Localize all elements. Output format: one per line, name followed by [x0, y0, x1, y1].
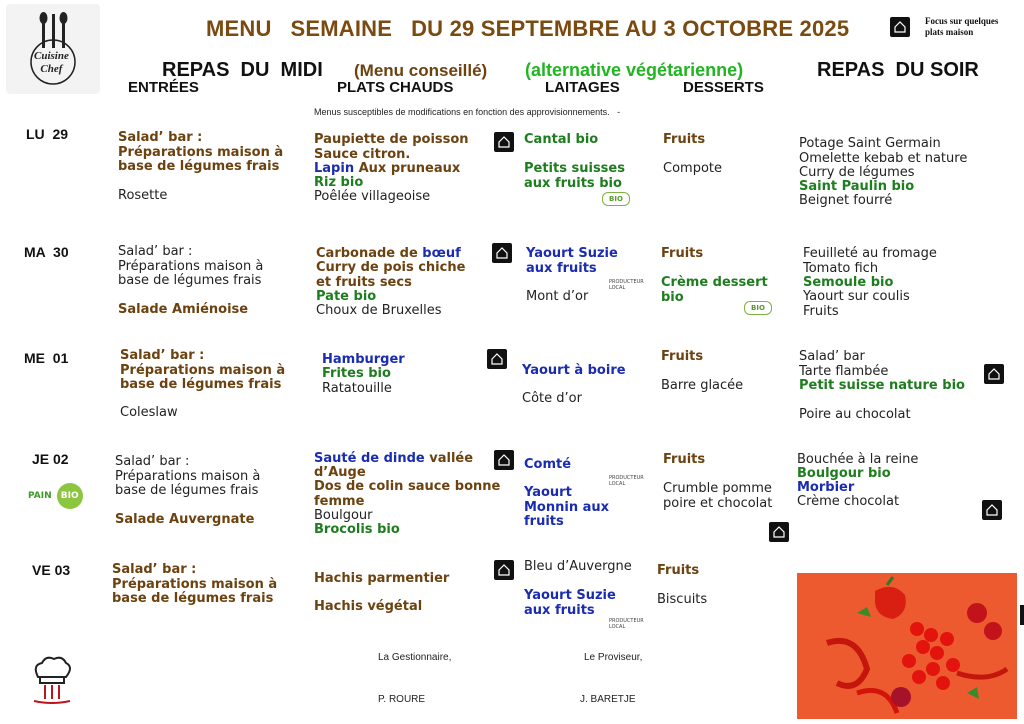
- je-soir-4: Crème chocolat: [797, 494, 900, 509]
- bio-badge: BIO: [602, 192, 630, 206]
- proviseur-name: J. BARETJE: [580, 694, 636, 705]
- fait-maison-icon: [982, 500, 1002, 520]
- lu-soir-3: Beignet fourré: [799, 193, 893, 208]
- ve-laitage-2: Yaourt Suzie aux fruits: [524, 588, 616, 618]
- lu-plat-2b: Aux pruneaux: [354, 161, 461, 176]
- je-plat-1c: d’Auge: [314, 465, 366, 480]
- col-entrees: ENTRÉES: [128, 79, 199, 96]
- je-entree-saladbar: Salad’ bar : Préparations maison à base de légumes frais: [115, 454, 261, 498]
- proviseur-title: Le Proviseur,: [584, 652, 643, 663]
- edge-mark: [1020, 605, 1024, 625]
- ma-soir-3: Yaourt sur coulis Fruits: [803, 289, 910, 319]
- fait-maison-icon: [494, 132, 514, 152]
- ma-soir-2: Semoule bio: [803, 275, 894, 290]
- je-plat-3: Boulgour: [314, 508, 373, 523]
- producteur-local-badge: PRODUCTEUR LOCAL: [609, 618, 644, 630]
- producteur-local-badge: PRODUCTEUR LOCAL: [609, 279, 644, 291]
- ve-plat-2: Hachis végétal: [314, 599, 423, 614]
- je-dessert-2: Crumble pomme poire et chocolat: [663, 481, 773, 511]
- lu-laitage-1: Cantal bio: [524, 132, 599, 147]
- chef-hat-icon: [30, 655, 74, 709]
- me-plat-3: Ratatouille: [322, 381, 392, 396]
- ve-plat-1: Hachis parmentier: [314, 571, 450, 586]
- ma-plat-2: Curry de pois chiche et fruits secs: [316, 260, 466, 290]
- je-soir-2: Boulgour bio: [797, 466, 891, 481]
- lu-dessert-1: Fruits: [663, 132, 706, 147]
- ma-dessert-1: Fruits: [661, 246, 704, 261]
- producteur-local-badge: PRODUCTEUR LOCAL: [609, 475, 644, 487]
- me-plat-2: Frites bio: [322, 366, 391, 381]
- ve-dessert-1: Fruits: [657, 563, 700, 578]
- ma-entree: Salade Amiénoise: [118, 302, 249, 317]
- focus-note: Focus sur quelques plats maison: [925, 16, 999, 37]
- fait-maison-icon: [492, 243, 512, 263]
- je-dessert-1: Fruits: [663, 452, 706, 467]
- je-plat-2: Dos de colin sauce bonne femme: [314, 479, 501, 509]
- fait-maison-icon: [890, 17, 910, 37]
- fait-maison-icon: [494, 560, 514, 580]
- je-plat-1a: Sauté de dinde: [314, 451, 425, 466]
- day-label-me: ME 01: [24, 350, 69, 366]
- fait-maison-icon: [487, 349, 507, 369]
- col-plats: PLATS CHAUDS: [337, 79, 454, 96]
- lu-soir-1: Potage Saint Germain Omelette kebab et nature Curry de légumes: [799, 136, 968, 180]
- je-soir-1: Bouchée à la reine: [797, 452, 919, 467]
- ma-plat-4: Choux de Bruxelles: [316, 303, 442, 318]
- lu-plat-1: Paupiette de poisson Sauce citron.: [314, 132, 469, 162]
- me-laitage-1: Yaourt à boire: [522, 363, 626, 378]
- menu-conseille: (Menu conseillé): [354, 61, 488, 80]
- je-laitage-1: Comté: [524, 457, 572, 472]
- lu-entree: Rosette: [118, 188, 168, 203]
- ma-soir-1: Feuilleté au fromage Tomato fich: [803, 246, 937, 276]
- ma-laitage-1: Yaourt Suzie aux fruits: [526, 246, 618, 276]
- logo-text: Cuisine Chef: [34, 50, 69, 75]
- day-label-ve: VE 03: [32, 562, 71, 578]
- je-plat-4: Brocolis bio: [314, 522, 400, 537]
- pain-label: PAIN: [28, 491, 52, 501]
- page-title: MENU SEMAINE DU 29 SEPTEMBRE AU 3 OCTOBRE 2025: [206, 16, 850, 41]
- me-entree-saladbar: Salad’ bar : Préparations maison à base de légumes frais: [120, 348, 286, 392]
- me-soir-3: Poire au chocolat: [799, 407, 911, 422]
- me-entree: Coleslaw: [120, 405, 178, 420]
- je-laitage-2: Yaourt Monnin aux fruits: [524, 485, 610, 529]
- ve-laitage-1: Bleu d’Auvergne: [524, 559, 632, 574]
- ma-plat-1b: bœuf: [422, 246, 461, 261]
- me-plat-1: Hamburger: [322, 352, 405, 367]
- gestionnaire-title: La Gestionnaire,: [378, 652, 452, 663]
- lu-laitage-2: Petits suisses aux fruits bio: [524, 161, 625, 191]
- lu-plat-4: Poêlée villageoise: [314, 189, 431, 204]
- me-dessert-1: Fruits: [661, 349, 704, 364]
- day-label-je: JE 02: [32, 451, 69, 467]
- fait-maison-icon: [769, 522, 789, 542]
- me-laitage-2: Côte d’or: [522, 391, 582, 406]
- cuisine-chef-logo: [6, 4, 100, 94]
- ma-plat-1a: Carbonade de: [316, 246, 423, 261]
- je-plat-1b: vallée: [424, 451, 474, 466]
- col-desserts: DESSERTS: [683, 79, 764, 96]
- day-label-lu: LU 29: [26, 126, 69, 142]
- lu-dessert-2: Compote: [663, 161, 722, 176]
- soir-header: REPAS DU SOIR: [817, 59, 979, 81]
- je-entree: Salade Auvergnate: [115, 512, 255, 527]
- ma-laitage-2: Mont d’or: [526, 289, 589, 304]
- lu-plat-3: Riz bio: [314, 175, 364, 190]
- ma-dessert-2: Crème dessert bio: [661, 275, 768, 305]
- bio-badge: BIO: [744, 301, 772, 315]
- me-soir-1: Salad’ bar Tarte flambée: [799, 349, 889, 379]
- fait-maison-icon: [494, 450, 514, 470]
- day-label-ma: MA 30: [24, 244, 69, 260]
- ve-entree-saladbar: Salad’ bar : Préparations maison à base de légumes frais: [112, 562, 278, 606]
- ma-entree-saladbar: Salad’ bar : Préparations maison à base de légumes frais: [118, 244, 264, 288]
- bio-label: BIO: [57, 483, 83, 509]
- me-soir-2: Petit suisse nature bio: [799, 378, 965, 393]
- lu-entree-saladbar: Salad’ bar : Préparations maison à base de légumes frais: [118, 130, 284, 174]
- lu-plat-2a: Lapin: [314, 161, 355, 176]
- pain-bio-badge: [28, 483, 83, 509]
- ve-dessert-2: Biscuits: [657, 592, 708, 607]
- notice: Menus susceptibles de modifications en fonction des approvisionnements. -: [314, 107, 621, 117]
- alternative-vegetarienne: (alternative végétarienne): [525, 60, 744, 80]
- gestionnaire-name: P. ROURE: [378, 694, 426, 705]
- col-laitages: LAITAGES: [545, 79, 620, 96]
- ma-plat-3: Pate bio: [316, 289, 377, 304]
- je-soir-3: Morbier: [797, 480, 855, 495]
- midi-header: REPAS DU MIDI: [162, 59, 323, 81]
- me-dessert-2: Barre glacée: [661, 378, 744, 393]
- fait-maison-icon: [984, 364, 1004, 384]
- lu-soir-2: Saint Paulin bio: [799, 179, 915, 194]
- vegetables-photo: [797, 573, 1017, 719]
